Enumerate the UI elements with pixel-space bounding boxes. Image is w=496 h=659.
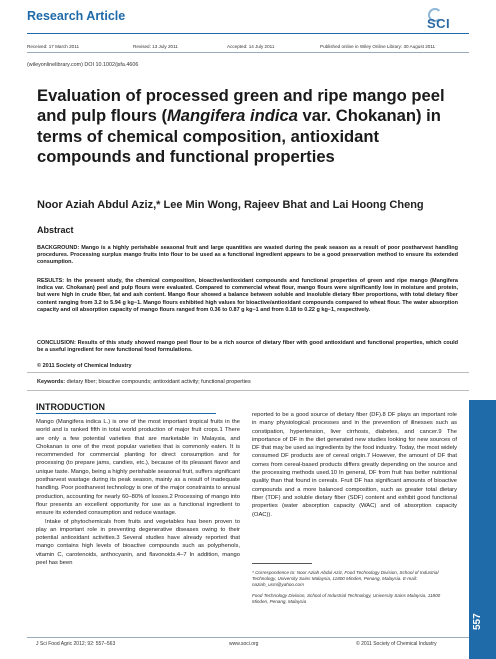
title-part2: var. Chokanan) in terms of chemical composition, antioxidant compounds and functional properties (37, 106, 441, 167)
sci-logo (422, 6, 468, 30)
footer-divider (27, 637, 469, 638)
website-link[interactable]: www.soci.org (229, 641, 259, 647)
intro-paragraph-3: reported to be a good source of dietary fiber (DF).8 DF plays an important role in many physiological processes and in the prevention of illnesses such as constipation, hypertension, liver cirrhosis, diabetes, and cancer.9 The importance of DF in the diet generated new studies looking for new sources of DF that may be used as ingredients by the food industry. Today, the most widely consumed DF products are of cereal origin.7 However, the amount of DF that comes from cereal-based products differs greatly depending on the source and the processing methods used.10 In general, DF from fruit has better nutritional quality than that found in cereals. Fruit DF has significant amounts of bioactive compounds and a more balanced composition, such as greater total dietary fiber (TDF) and soluble dietary fiber (SDF) content and exhibit good functional properties (water absorption capacity (WAC) and oil absorption capacity (OAC)). (252, 412, 457, 518)
page-number: 557 (472, 613, 483, 630)
keywords-label: Keywords: (37, 379, 66, 385)
correspondence-note: * Correspondence to: Noor Aziah Abdul Aziz, Food Technology Division, School of Industrial Technology, University Sains Malaysia, 11800 Minden, Penang, Malaysia. E-mail: naziah_usm@yahoo.com (252, 570, 439, 588)
abstract-conclusion: CONCLUSION: Results of this study showed mango peel flour to be a rich source of dietary fiber with good antioxidant and functional properties, which could be a useful ingredient for new functional food formulations. (37, 340, 458, 354)
doi-line: (wileyonlinelibrary.com) DOI 10.1002/jsfa.4606 (27, 62, 139, 68)
intro-divider (36, 413, 216, 414)
journal-citation: J Sci Food Agric 2012; 92: 557–563 (36, 641, 116, 647)
footnote-divider (252, 563, 312, 564)
received-date: Received: 17 March 2011 (27, 44, 80, 49)
accepted-date: Accepted: 14 July 2011 (227, 44, 275, 49)
abstract-heading: Abstract (37, 225, 74, 235)
footnote (252, 570, 457, 609)
title-species: Mangifera indica (166, 106, 298, 126)
section-label: Research Article (27, 9, 126, 23)
keywords-divider (27, 390, 469, 391)
revised-date: Revised: 13 July 2011 (133, 44, 178, 49)
published-date: Published online in Wiley Online Library: 30 August 2011 (320, 44, 436, 49)
affiliation-note: Food Technology Division, School of Industrial Technology, University Sains Malaysia, 11800 Minden, Penang, Malaysia (252, 592, 441, 604)
intro-paragraph-2: Intake of phytochemicals from fruits and vegetables has been proven to play an important role in preventing degenerative diseases owing to their potential antioxidant activities.3 Several studies have already reported that mango contains high levels of bioactive compounds such as polyphenols, vitamin C, carotenoids, anthocyanin, and flavonoids.4–7 In addition, mango peel has been (36, 518, 240, 567)
article-title (37, 86, 457, 168)
meta-divider (27, 52, 469, 53)
header-divider (27, 33, 469, 34)
body-column-right (252, 411, 457, 519)
keywords (37, 379, 457, 385)
abstract-copyright: © 2011 Society of Chemical Industry (37, 363, 132, 369)
abstract-results: RESULTS: In the present study, the chemical composition, bioactive/antioxidant compounds and functional properties of green and ripe mango (Mangifera indica var. Chokanan) peel and pulp flours were evaluated. Compared to commercial wheat flour, mango flours were significantly low in moisture and protein, but were high in crude fiber, fat and ash content. Mango flour showed a balance between soluble and insoluble dietary fiber proportions, with total dietary fiber content ranging from 3.2 to 5.94 g kg−1. Mango flours exhibited high values for bioactive/antioxidant compounds compared to wheat flour. The water absorption capacity and oil absorption capacity of mango flours ranged from 0.36 to 0.87 g kg−1 and from 0.18 to 0.22 g kg−1, respectively. (37, 278, 458, 313)
title-part1: Evaluation of processed green and ripe mango peel and pulp flours ( (37, 86, 445, 126)
intro-paragraph-1: Mango (Mangifera indica L.) is one of the most important tropical fruits in the world and is ranked fifth in total world production of major fruit crops.1 There are only a few potential varieties that are marketable in Malaysia, and Chokanan is one of the most popular varieties that is commonly eaten. It is recommended for commercial planting for direct consumption and for processing (to prepare jams, candies, etc.), because of its pleasant flavor and unique taste. Mango, being a highly perishable seasonal fruit, suffers significant postharvest wastage during its peak season, mainly as a result of inadequate handling. Poor postharvest technology is one of the major constraints to annual production, accounting for nearly 60–80% of losses.2 Processing of mango into flour presents an excellent opportunity for use as a functional ingredient to ensure its extended consumption and reduce wastage. (36, 419, 240, 517)
body-column-left (36, 418, 240, 567)
abstract-background: BACKGROUND: Mango is a highly perishable seasonal fruit and large quantities are wasted during the peak season as a result of poor postharvest handling procedures. Processing surplus mango fruits into flour to be used as a functional ingredient appears to be a good preservation method to ensure its extended consumption. (37, 245, 458, 266)
logo-text: SCI (427, 16, 451, 31)
keywords-text: dietary fiber; bioactive compounds; antioxidant activity; functional properties (66, 379, 251, 385)
abstract-divider (27, 372, 469, 373)
intro-heading: INTRODUCTION (36, 402, 105, 412)
footer-copyright: © 2011 Society of Chemical Industry (356, 641, 437, 647)
author-list: Noor Aziah Abdul Aziz,* Lee Min Wong, Rajeev Bhat and Lai Hoong Cheng (37, 199, 424, 211)
